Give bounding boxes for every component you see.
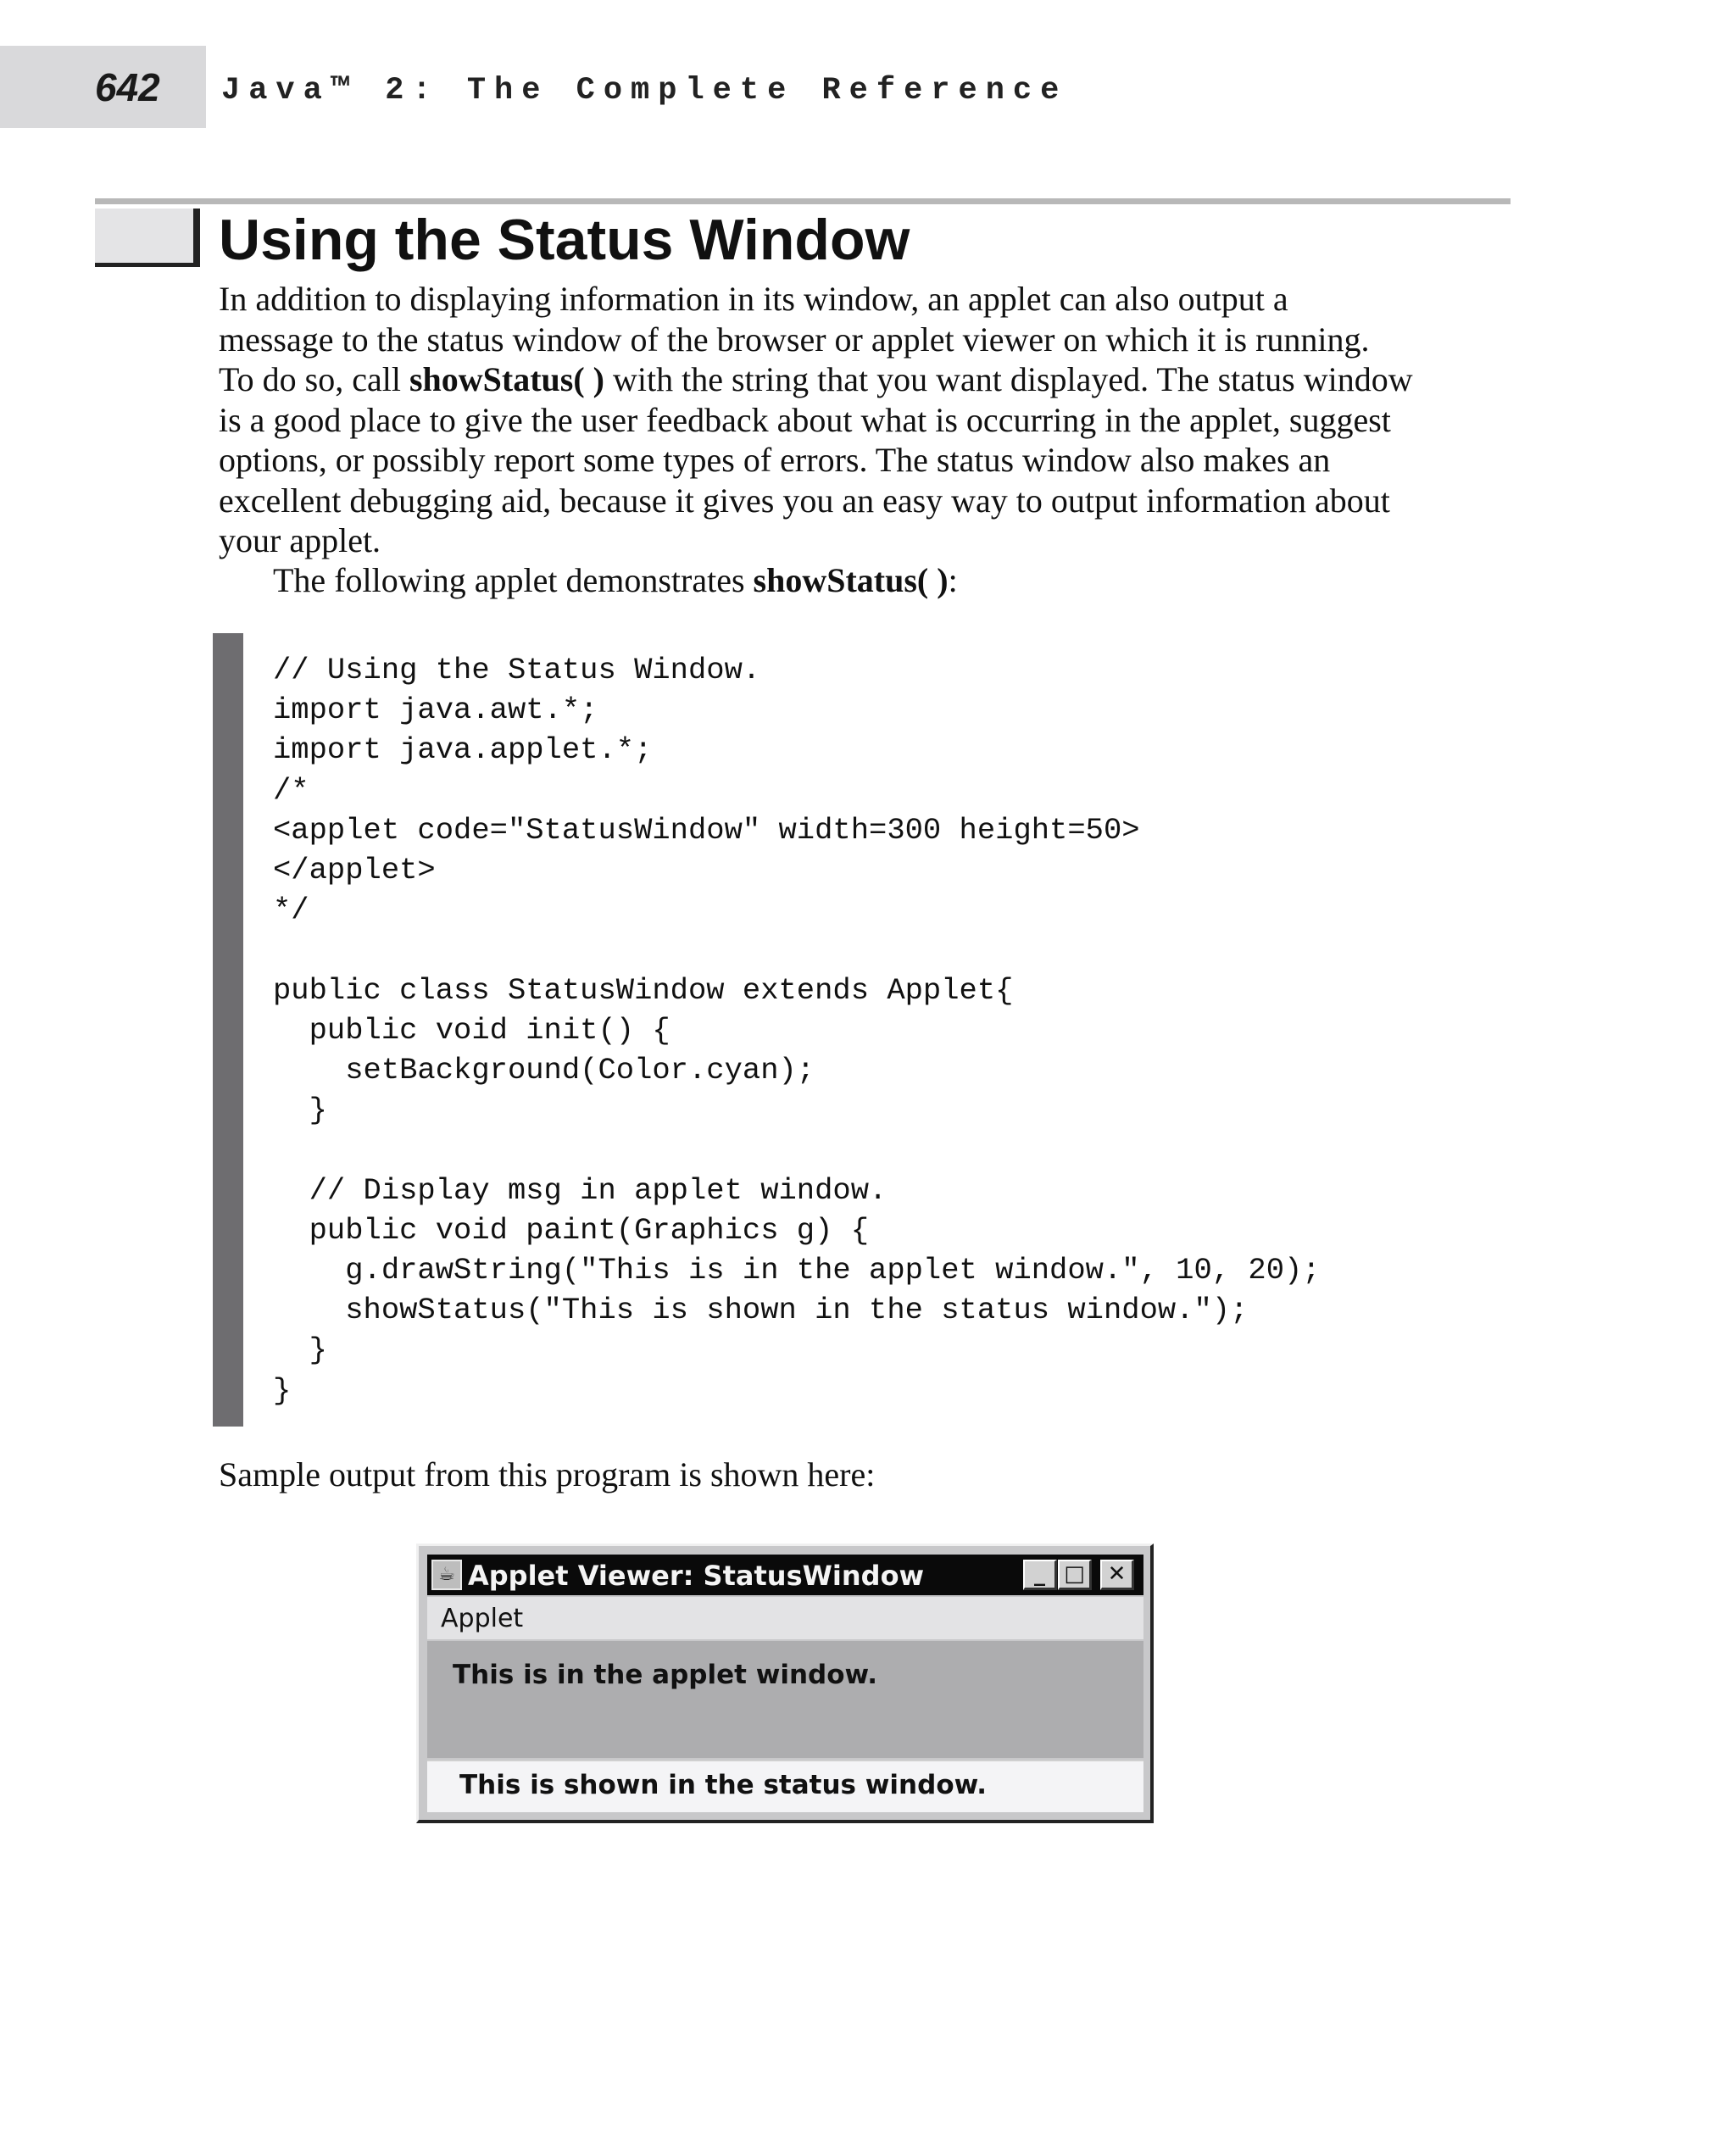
para1-line-6: excellent debugging aid, because it gives you an easy way to output information about (219, 481, 1390, 520)
inline-code-showstatus-2: showStatus( ) (753, 561, 949, 599)
code-listing-bar (213, 633, 243, 1427)
para1-line-7: your applet. (219, 521, 381, 559)
close-button[interactable]: ✕ (1100, 1560, 1134, 1590)
paragraph-2 (273, 560, 958, 600)
para1-line-3 (219, 359, 1516, 400)
para1-line-2: message to the status window of the browser or applet viewer on which it is running. (219, 320, 1370, 359)
para2-prefix: The following applet demonstrates (273, 561, 754, 599)
code-listing: // Using the Status Window. import java.awt.*; import java.applet.*; /* <applet code="StatusWindow" width=300 height=50> </applet> */ public class StatusWindow extends Applet{ public void init() { setBackground(Color.cyan); } // Display msg in applet window. public void paint(Graphics g) { g.drawString("This is in the applet window.", 10, 20); showStatus("This is shown in the status window."); } } (273, 653, 1321, 1408)
applet-canvas (427, 1641, 1143, 1758)
maximize-button[interactable]: □ (1058, 1560, 1092, 1590)
section-marker-box (95, 209, 200, 267)
running-head: Java™ 2: The Complete Reference (221, 73, 1068, 108)
para1-line-3-b: with the string that you want displayed. The status window (604, 360, 1413, 398)
paragraph-1 (219, 279, 1516, 561)
status-bar-text: This is shown in the status window. (459, 1770, 988, 1800)
window-menubar (427, 1597, 1143, 1639)
window-titlebar (427, 1555, 1143, 1595)
page-number: 642 (95, 65, 160, 109)
applet-viewer-window (416, 1544, 1154, 1823)
status-bar (427, 1760, 1143, 1812)
inline-code-showstatus: showStatus( ) (409, 360, 604, 398)
para1-line-3-a: To do so, call (219, 360, 409, 398)
section-title: Using the Status Window (219, 208, 910, 272)
minimize-button[interactable]: _ (1023, 1560, 1057, 1590)
menu-applet[interactable]: Applet (441, 1604, 524, 1633)
java-cup-icon: ☕ (431, 1560, 462, 1590)
para1-line-5: options, or possibly report some types of errors. The status window also makes an (219, 441, 1331, 479)
window-title: Applet Viewer: StatusWindow (468, 1560, 925, 1592)
para1-line-4: is a good place to give the user feedback about what is occurring in the applet, suggest (219, 400, 1391, 439)
applet-window-text: This is in the applet window. (453, 1660, 877, 1690)
section-rule (95, 198, 1511, 204)
para1-line-1: In addition to displaying information in its window, an applet can also output a (219, 280, 1288, 318)
sample-output-intro: Sample output from this program is shown here: (219, 1455, 876, 1494)
para2-suffix: : (948, 561, 958, 599)
